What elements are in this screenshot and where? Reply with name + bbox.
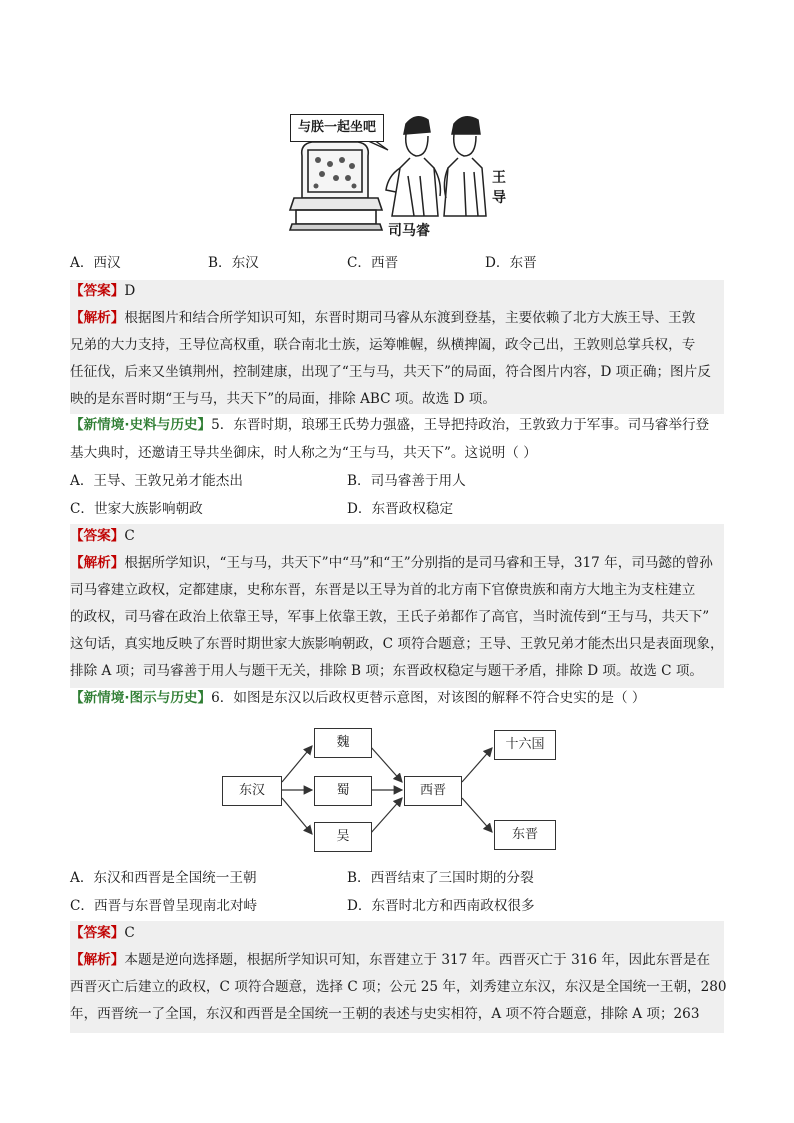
q5-analysis-line-2: 司马睿建立政权，定都建康，史称东晋，东晋是以王导为首的北方南下官僚贵族和南方大地主为支柱建立 <box>70 582 696 598</box>
q4-answer <box>70 281 135 301</box>
q6-context-tag: 【新情境·图示与历史】 <box>70 690 212 706</box>
q6-option-c: C．西晋与东晋曾呈现南北对峙 <box>70 898 258 914</box>
q6-answer-block <box>70 921 727 1033</box>
q6-answer <box>70 923 135 943</box>
q5-context-tag: 【新情境·史料与历史】 <box>70 417 212 433</box>
q5-analysis-line-1 <box>70 553 713 573</box>
q5-analysis-line-5: 排除 A 项；司马睿善于用人与题干无关，排除 B 项；东晋政权稳定与题干矛盾，排除 D 项。故选 C 项。 <box>70 663 704 679</box>
box-wei: 魏 <box>314 728 372 758</box>
q4-analysis-line-4: 映的是东晋时期“王与马，共天下”的局面，排除 ABC 项。故选 D 项。 <box>70 391 496 407</box>
answer-tag: 【答案】 <box>70 283 125 299</box>
q6-option-d: D．东晋时北方和西南政权很多 <box>347 898 535 914</box>
regime-change-diagram <box>222 726 558 858</box>
q5-stem-line-2: 基大典时，还邀请王导共坐御床，时人称之为“王与马，共天下”。这说明（ ） <box>70 445 537 461</box>
q5-option-d: D．东晋政权稳定 <box>347 501 454 517</box>
q5-stem-line-1 <box>70 415 709 435</box>
analysis-tag: 【解析】 <box>70 310 125 326</box>
box-xi-jin: 西晋 <box>404 776 462 806</box>
q6-analysis-line-1 <box>70 950 710 970</box>
q6-stem-line <box>70 688 645 708</box>
q4-analysis-line-2: 兄弟的大力支持，王导位高权重，联合南北士族，运筹帷幄，纵横捭阖，政令己出，王敦则总掌兵权，专 <box>70 337 696 353</box>
answer-tag: 【答案】 <box>70 528 125 544</box>
box-dong-han: 东汉 <box>222 776 282 806</box>
q4-option-a: A．西汉 <box>70 255 121 271</box>
box-wu: 吴 <box>314 822 372 852</box>
q5-stem-text: 5．东晋时期，琅琊王氏势力强盛，王导把持政治，王敦致力于军事。司马睿举行登 <box>211 417 710 433</box>
analysis-text: 本题是逆向选择题，根据所学知识可知，东晋建立于 317 年。西晋灭亡于 316 年，因此东晋是在 <box>124 952 711 968</box>
q4-option-c: C．西晋 <box>347 255 399 271</box>
q5-analysis-line-3: 的政权，司马睿在政治上依靠王导，军事上依靠王敦，王氏子弟都作了高官，当时流传到“王与马，共天下” <box>70 609 710 625</box>
speech-bubble: 与朕一起坐吧 <box>290 114 384 142</box>
box-dong-jin: 东晋 <box>494 820 556 850</box>
box-shiliu-guo: 十六国 <box>494 730 556 760</box>
q4-analysis-line-1 <box>70 308 695 328</box>
q5-option-b: B．司马睿善于用人 <box>347 473 466 489</box>
analysis-text: 根据所学知识，“王与马，共天下”中“马”和“王”分别指的是司马睿和王导，317 年，司马懿的曾孙 <box>124 555 713 571</box>
q5-option-c: C．世家大族影响朝政 <box>70 501 203 517</box>
analysis-tag: 【解析】 <box>70 555 125 571</box>
answer-value: C <box>124 528 135 544</box>
q6-analysis-line-2: 西晋灭亡后建立的政权，C 项符合题意，选择 C 项；公元 25 年，刘秀建立东汉，东汉是全国统一王朝，280 <box>70 979 727 995</box>
q5-answer <box>70 526 135 546</box>
q4-option-d: D．东晋 <box>485 255 537 271</box>
q4-answer-block <box>70 280 724 414</box>
label-wang-dao: 王导 <box>492 170 506 206</box>
q6-stem-text: 6．如图是东汉以后政权更替示意图，对该图的解释不符合史实的是（ ） <box>211 690 646 706</box>
q5-answer-block <box>70 524 724 688</box>
analysis-text: 根据图片和结合所学知识可知，东晋时期司马睿从东渡到登基，主要依赖了北方大族王导、王敦 <box>124 310 696 326</box>
answer-value: D <box>124 283 136 299</box>
answer-value: C <box>124 925 135 941</box>
box-shu: 蜀 <box>314 776 372 806</box>
analysis-tag: 【解析】 <box>70 952 125 968</box>
q6-analysis-line-3: 年，西晋统一了全国，东汉和西晋是全国统一王朝的表述与史实相符，A 项不符合题意，排除 A 项；263 <box>70 1006 700 1022</box>
history-illustration <box>288 106 512 246</box>
q4-analysis-line-3: 任征伐，后来又坐镇荆州，控制建康，出现了“王与马，共天下”的局面，符合图片内容，D 项正确；图片反 <box>70 364 711 380</box>
label-sima-rui: 司马睿 <box>388 223 430 239</box>
q5-analysis-line-4: 这句话，真实地反映了东晋时期世家大族影响朝政，C 项符合题意；王导、王敦兄弟才能杰出只是表面现象， <box>70 636 724 652</box>
q5-option-a: A．王导、王敦兄弟才能杰出 <box>70 473 243 489</box>
q4-option-b: B．东汉 <box>208 255 259 271</box>
q6-option-b: B．西晋结束了三国时期的分裂 <box>347 870 534 886</box>
answer-tag: 【答案】 <box>70 925 125 941</box>
q6-option-a: A．东汉和西晋是全国统一王朝 <box>70 870 257 886</box>
